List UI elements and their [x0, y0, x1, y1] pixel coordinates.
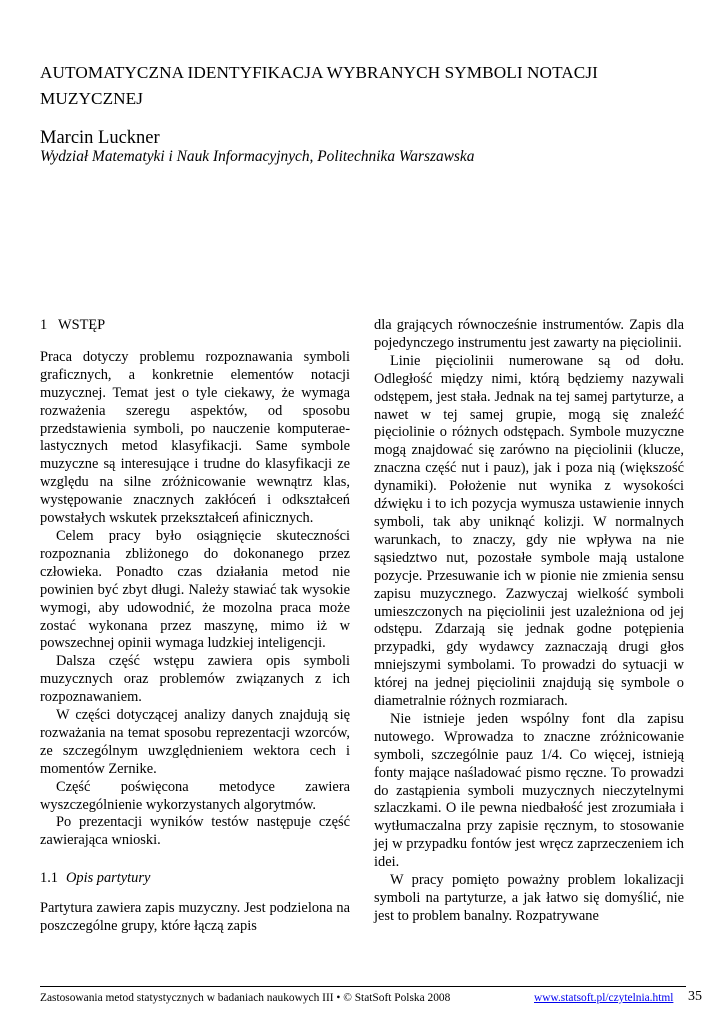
subsection-title: Opis partytury — [66, 870, 151, 887]
subsection-heading — [40, 870, 350, 888]
subsection-number: 1.1 — [40, 870, 58, 887]
right-column — [374, 317, 684, 926]
paragraph: Praca dotyczy problemu rozpoznawania symboli graficznych, a konkretnie elementów notacji muzycznej. Temat jest o tyle ciekawy, że wymaga rozważenia szeregu aspektów, od sposobu przedstawienia symboli, po nauczenie komputeraelastycznych metod klasyfikacji. Same symbole muzyczne są interesujące i trudne do klasyfikacji ze względu na silne zróżnicowanie wewnątrz klas, występowanie znacznych zakłóceń i odkształceń powstałych wskutek przekształceń afinicznych. — [40, 348, 350, 527]
paper-title: AUTOMATYCZNA IDENTYFIKACJA WYBRANYCH SYMBOLI NOTACJI MUZYCZNEJ — [40, 63, 598, 108]
author-name: Marcin Luckner — [40, 128, 160, 148]
footer-citation: Zastosowania metod statystycznych w badaniach naukowych III • © StatSoft Polska 2008 — [40, 992, 451, 1004]
paragraph: Celem pracy było osiągnięcie skuteczności rozpoznania zbliżonego do dokonanego przez człowieka. Ponadto czas działania metod nie powinien być zbyt długi. Należy stawiać tak wysokie wymogi, aby udowodnić, że mozolna praca może zostać wykonana przez maszynę, mimo iż w powszechnej opinii wymaga ludzkiej inteligencji. — [40, 527, 350, 652]
paragraph: Po prezentacji wyników testów następuje część zawierająca wnioski. — [40, 814, 350, 849]
paragraph: Linie pięciolinii numerowane są od dołu. Odległość między nimi, którą będziemy nazywali odstępem, jest stała. Jednak na tej samej partyturze, a nawet w tej samej grupie, mogą się znaleźć pięciolinie o różnych odstępach. Symbole muzyczne mogą znajdować się zarówno na pięciolinii (klucze, znaczna część nut i pauz), jak i poza nią (większość dynamiki). Położenie nut wynika z wysokości dźwięku i to ich pozycja wymusza ustawienie innych symboli, tak aby uniknąć kolizji. W normalnych warunkach, to znaczy, gdy nie wpływa na nie sąsiedztwo nut, pozostałe symbole mają ustalone pozycje. Przesuwanie ich w pionie nie zmienia sensu zapisu muzycznego. Zazwyczaj wielkość symboli umieszczonych na pięciolinii jest uzależniona od jej odstępu. Zdarzają się jednak godne potępienia przypadki, gdy wydawcy zaznaczają drugi głos mniejszymi symbolami. To prowadzi do sytuacji w której na jednej pięciolinii znajdują się symbole o diametralnie różnych rozmiarach. — [374, 352, 684, 710]
paragraph: Partytura zawiera zapis muzyczny. Jest podzielona na poszczególne grupy, które łączą zapis — [40, 900, 350, 935]
section-number: 1 — [40, 317, 48, 333]
author-affiliation: Wydział Matematyki i Nauk Informacyjnych, Politechnika Warszawska — [40, 148, 475, 165]
section-heading-intro — [40, 317, 350, 335]
footer-divider — [40, 986, 686, 987]
paragraph: W części dotyczącej analizy danych znajdują się rozważania na temat sposobu reprezentacji wzorców, ze szczególnym uwzględnieniem wektora cech i momentów Zernike. — [40, 707, 350, 777]
paragraph: Dalsza część wstępu zawiera opis symboli muzycznych oraz problemów związanych z ich rozpoznawaniem. — [40, 653, 350, 706]
section-title: WSTĘP — [58, 317, 106, 333]
paragraph: dla grających równocześnie instrumentów. Zapis dla pojedynczego instrumentu jest zawarty na pięciolinii. — [374, 317, 684, 351]
paragraph: Nie istnieje jeden wspólny font dla zapisu nutowego. Wprowadza to znaczne zróżnicowanie symboli, szczególnie pauz 1/4. Co więcej, istnieją fonty mające naśladować pismo ręczne. To prowadzi do zastąpienia symboli muzycznych nieczytelnymi szlaczkami. O ile pewna niedbałość jest zrozumiała i wytłumaczalna przy zapisie ręcznym, to stosowanie jej w przypadku fontów jest wręcz zaprzeczeniem ich idei. — [374, 710, 684, 871]
paragraph: W pracy pomięto poważny problem lokalizacji symboli na partyturze, a jak łatwo się domyślić, nie jest to problem banalny. Rozpatrywane — [374, 872, 684, 924]
footer-link[interactable]: www.statsoft.pl/czytelnia.html — [534, 992, 674, 1004]
left-column — [40, 317, 350, 936]
paragraph: Część poświęcona metodyce zawiera wyszczególnienie wykorzystanych algorytmów. — [40, 778, 350, 813]
page-number: 35 — [688, 989, 702, 1004]
